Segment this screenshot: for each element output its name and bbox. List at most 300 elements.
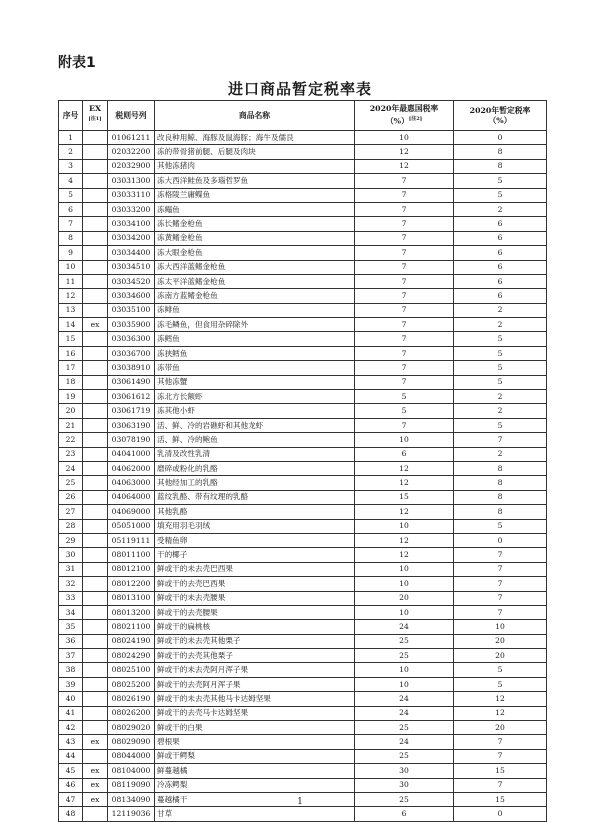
- cell-name: 冻格陵兰庸鲽鱼: [155, 188, 355, 202]
- cell-seq: 15: [59, 332, 83, 346]
- cell-code: 04069000: [108, 505, 155, 519]
- cell-seq: 24: [59, 461, 83, 475]
- cell-ex: [83, 533, 108, 547]
- cell-mfn-rate: 7: [355, 318, 454, 332]
- cell-ex: [83, 721, 108, 735]
- cell-code: 08025200: [108, 677, 155, 691]
- table-row: [59, 346, 547, 360]
- table-row: [59, 548, 547, 562]
- cell-mfn-rate: 12: [355, 548, 454, 562]
- cell-name: 干的椰子: [155, 548, 355, 562]
- cell-name: 其他冻蟹: [155, 375, 355, 389]
- cell-seq: 3: [59, 159, 83, 173]
- cell-interim-rate: 2: [454, 318, 547, 332]
- cell-code: 08012100: [108, 562, 155, 576]
- cell-interim-rate: 12: [454, 692, 547, 706]
- cell-ex: ex: [83, 735, 108, 749]
- cell-ex: [83, 605, 108, 619]
- cell-seq: 31: [59, 562, 83, 576]
- cell-mfn-rate: 7: [355, 231, 454, 245]
- cell-seq: 39: [59, 677, 83, 691]
- cell-interim-rate: 2: [454, 202, 547, 216]
- table-row: [59, 562, 547, 576]
- table-row: [59, 332, 547, 346]
- table-row: [59, 677, 547, 691]
- cell-code: 03033110: [108, 188, 155, 202]
- cell-name: 鲜或干鳄梨: [155, 749, 355, 763]
- cell-ex: [83, 433, 108, 447]
- cell-seq: 30: [59, 548, 83, 562]
- cell-interim-rate: 6: [454, 231, 547, 245]
- cell-mfn-rate: 7: [355, 188, 454, 202]
- table-row: [59, 505, 547, 519]
- cell-seq: 25: [59, 476, 83, 490]
- cell-code: 03078190: [108, 433, 155, 447]
- cell-name: 冻的带骨猪前腿、后腿及肉块: [155, 145, 355, 159]
- cell-seq: 44: [59, 749, 83, 763]
- cell-ex: [83, 188, 108, 202]
- cell-name: 冻大眼金枪鱼: [155, 246, 355, 260]
- cell-code: 12119036: [108, 807, 155, 821]
- cell-interim-rate: 7: [454, 591, 547, 605]
- cell-seq: 1: [59, 131, 83, 145]
- cell-seq: 40: [59, 692, 83, 706]
- header-code: 税则号列: [108, 101, 155, 131]
- cell-mfn-rate: 10: [355, 577, 454, 591]
- cell-ex: [83, 577, 108, 591]
- cell-interim-rate: 7: [454, 562, 547, 576]
- cell-ex: [83, 749, 108, 763]
- cell-interim-rate: 5: [454, 361, 547, 375]
- table-row: [59, 490, 547, 504]
- table-row: [59, 735, 547, 749]
- cell-code: 03061612: [108, 390, 155, 404]
- cell-name: 冻黄鳍金枪鱼: [155, 231, 355, 245]
- cell-seq: 17: [59, 361, 83, 375]
- cell-mfn-rate: 25: [355, 749, 454, 763]
- cell-mfn-rate: 10: [355, 605, 454, 619]
- cell-name: 冻北方长额虾: [155, 390, 355, 404]
- cell-interim-rate: 0: [454, 807, 547, 821]
- cell-code: 03035900: [108, 318, 155, 332]
- table-row: [59, 418, 547, 432]
- cell-ex: [83, 505, 108, 519]
- cell-name: 活、鲜、冷的岩礁虾和其他龙虾: [155, 418, 355, 432]
- cell-ex: [83, 634, 108, 648]
- cell-name: 鲜或干的去壳巴西果: [155, 577, 355, 591]
- cell-interim-rate: 8: [454, 159, 547, 173]
- cell-code: 03034600: [108, 289, 155, 303]
- cell-interim-rate: 6: [454, 274, 547, 288]
- cell-ex: [83, 404, 108, 418]
- cell-name: 鲜或干的去壳腰果: [155, 605, 355, 619]
- cell-interim-rate: 6: [454, 217, 547, 231]
- cell-name: 冻带鱼: [155, 361, 355, 375]
- cell-seq: 19: [59, 390, 83, 404]
- cell-ex: [83, 591, 108, 605]
- cell-name: 蓝纹乳酪、带有纹理的乳酪: [155, 490, 355, 504]
- cell-code: 03063190: [108, 418, 155, 432]
- cell-interim-rate: 5: [454, 663, 547, 677]
- cell-ex: [83, 461, 108, 475]
- cell-seq: 26: [59, 490, 83, 504]
- cell-code: 08021100: [108, 620, 155, 634]
- cell-seq: 43: [59, 735, 83, 749]
- cell-mfn-rate: 7: [355, 202, 454, 216]
- cell-seq: 32: [59, 577, 83, 591]
- cell-seq: 21: [59, 418, 83, 432]
- cell-mfn-rate: 30: [355, 778, 454, 792]
- table-row: [59, 188, 547, 202]
- cell-code: 03034510: [108, 260, 155, 274]
- cell-seq: 42: [59, 721, 83, 735]
- cell-interim-rate: 6: [454, 246, 547, 260]
- cell-mfn-rate: 7: [355, 346, 454, 360]
- cell-code: 08134090: [108, 792, 155, 806]
- table-row: [59, 260, 547, 274]
- cell-seq: 38: [59, 663, 83, 677]
- cell-seq: 2: [59, 145, 83, 159]
- cell-interim-rate: 7: [454, 577, 547, 591]
- header-mfn-rate: 2020年最惠国税率 （%）[注2]: [355, 101, 454, 131]
- cell-mfn-rate: 7: [355, 361, 454, 375]
- cell-name: 乳清及改性乳清: [155, 447, 355, 461]
- cell-name: 鲜或干的未去壳巴西果: [155, 562, 355, 576]
- header-ex: EX [注1]: [83, 101, 108, 131]
- cell-name: 其他经加工的乳酪: [155, 476, 355, 490]
- cell-mfn-rate: 24: [355, 620, 454, 634]
- cell-code: 03061490: [108, 375, 155, 389]
- table-row: [59, 764, 547, 778]
- cell-name: 鲜或干的去壳阿月浑子果: [155, 677, 355, 691]
- cell-mfn-rate: 10: [355, 433, 454, 447]
- table-row: [59, 663, 547, 677]
- cell-code: 03034400: [108, 246, 155, 260]
- table-row: [59, 303, 547, 317]
- cell-interim-rate: 15: [454, 792, 547, 806]
- cell-mfn-rate: 10: [355, 663, 454, 677]
- cell-code: 08011100: [108, 548, 155, 562]
- table-row: [59, 447, 547, 461]
- cell-name: 鲜或干的未去壳其他栗子: [155, 634, 355, 648]
- cell-ex: [83, 490, 108, 504]
- cell-interim-rate: 7: [454, 735, 547, 749]
- appendix-label: 附表1: [58, 55, 96, 71]
- cell-name: 冻南方蓝鳍金枪鱼: [155, 289, 355, 303]
- cell-interim-rate: 5: [454, 375, 547, 389]
- cell-name: 鲜或干的去壳马卡达姆坚果: [155, 706, 355, 720]
- cell-name: 鲜或干的扁桃核: [155, 620, 355, 634]
- cell-code: 03036700: [108, 346, 155, 360]
- cell-seq: 47: [59, 792, 83, 806]
- cell-interim-rate: 5: [454, 174, 547, 188]
- cell-seq: 28: [59, 519, 83, 533]
- cell-code: 05119111: [108, 533, 155, 547]
- cell-code: 08013100: [108, 591, 155, 605]
- header-seq: 序号: [59, 101, 83, 131]
- cell-ex: [83, 649, 108, 663]
- cell-name: 鲜或干的未去壳腰果: [155, 591, 355, 605]
- cell-seq: 35: [59, 620, 83, 634]
- cell-mfn-rate: 12: [355, 159, 454, 173]
- cell-code: 08044000: [108, 749, 155, 763]
- cell-seq: 18: [59, 375, 83, 389]
- table-row: [59, 246, 547, 260]
- cell-ex: [83, 677, 108, 691]
- cell-name: 冻大西洋鲑鱼及多瑙哲罗鱼: [155, 174, 355, 188]
- cell-mfn-rate: 30: [355, 764, 454, 778]
- cell-ex: [83, 692, 108, 706]
- table-row: [59, 778, 547, 792]
- cell-mfn-rate: 7: [355, 217, 454, 231]
- cell-code: 03034200: [108, 231, 155, 245]
- cell-interim-rate: 5: [454, 332, 547, 346]
- table-row: [59, 476, 547, 490]
- cell-code: 08024190: [108, 634, 155, 648]
- cell-ex: ex: [83, 764, 108, 778]
- table-row: [59, 404, 547, 418]
- table-row: [59, 433, 547, 447]
- cell-mfn-rate: 24: [355, 706, 454, 720]
- cell-ex: [83, 620, 108, 634]
- cell-mfn-rate: 10: [355, 519, 454, 533]
- header-ex-note: [注1]: [88, 116, 102, 123]
- page-title: 进口商品暂定税率表: [227, 80, 372, 98]
- cell-ex: [83, 361, 108, 375]
- cell-ex: [83, 663, 108, 677]
- cell-interim-rate: 7: [454, 433, 547, 447]
- table-header-row: [59, 101, 547, 131]
- cell-code: 03061719: [108, 404, 155, 418]
- cell-code: 08024290: [108, 649, 155, 663]
- cell-name: 冻狭鳕鱼: [155, 346, 355, 360]
- cell-mfn-rate: 24: [355, 692, 454, 706]
- cell-ex: [83, 303, 108, 317]
- page-number: 1: [297, 797, 303, 807]
- cell-seq: 34: [59, 605, 83, 619]
- table-row: [59, 807, 547, 821]
- cell-ex: [83, 548, 108, 562]
- cell-code: 03034520: [108, 274, 155, 288]
- cell-code: 04063000: [108, 476, 155, 490]
- cell-name: 冻太平洋蓝鳍金枪鱼: [155, 274, 355, 288]
- cell-name: 冻其他小虾: [155, 404, 355, 418]
- cell-mfn-rate: 7: [355, 303, 454, 317]
- cell-mfn-rate: 25: [355, 649, 454, 663]
- table-row: [59, 591, 547, 605]
- cell-ex: [83, 476, 108, 490]
- cell-code: 08104000: [108, 764, 155, 778]
- cell-name: 磨碎或粉化的乳酪: [155, 461, 355, 475]
- cell-interim-rate: 5: [454, 346, 547, 360]
- cell-seq: 29: [59, 533, 83, 547]
- cell-ex: ex: [83, 778, 108, 792]
- cell-interim-rate: 7: [454, 749, 547, 763]
- cell-name: 冻大西洋蓝鳍金枪鱼: [155, 260, 355, 274]
- cell-seq: 48: [59, 807, 83, 821]
- cell-ex: [83, 246, 108, 260]
- cell-name: 冻鳕鱼: [155, 332, 355, 346]
- cell-mfn-rate: 6: [355, 447, 454, 461]
- cell-ex: [83, 131, 108, 145]
- cell-code: 03036300: [108, 332, 155, 346]
- cell-ex: [83, 562, 108, 576]
- cell-name: 鲜蔓越橘: [155, 764, 355, 778]
- table-body: [59, 131, 547, 822]
- table-row: [59, 361, 547, 375]
- cell-mfn-rate: 24: [355, 735, 454, 749]
- cell-code: 04041000: [108, 447, 155, 461]
- cell-name: 蔓越橘干: [155, 792, 355, 806]
- cell-ex: [83, 447, 108, 461]
- cell-interim-rate: 20: [454, 649, 547, 663]
- cell-mfn-rate: 12: [355, 505, 454, 519]
- cell-code: 08012200: [108, 577, 155, 591]
- cell-seq: 14: [59, 318, 83, 332]
- cell-seq: 33: [59, 591, 83, 605]
- table-row: [59, 202, 547, 216]
- cell-mfn-rate: 12: [355, 145, 454, 159]
- cell-interim-rate: 8: [454, 145, 547, 159]
- cell-ex: [83, 418, 108, 432]
- cell-ex: [83, 202, 108, 216]
- cell-interim-rate: 20: [454, 721, 547, 735]
- cell-seq: 23: [59, 447, 83, 461]
- cell-name: 鲜或干的去壳其他栗子: [155, 649, 355, 663]
- cell-interim-rate: 2: [454, 390, 547, 404]
- cell-name: 其他冻猪肉: [155, 159, 355, 173]
- table-row: [59, 375, 547, 389]
- cell-interim-rate: 8: [454, 461, 547, 475]
- cell-ex: ex: [83, 792, 108, 806]
- header-mfn-note: [注2]: [408, 116, 423, 123]
- table-row: [59, 706, 547, 720]
- cell-ex: [83, 217, 108, 231]
- cell-seq: 41: [59, 706, 83, 720]
- cell-interim-rate: 0: [454, 131, 547, 145]
- table-row: [59, 289, 547, 303]
- cell-seq: 7: [59, 217, 83, 231]
- cell-seq: 20: [59, 404, 83, 418]
- table-row: [59, 692, 547, 706]
- cell-interim-rate: 6: [454, 260, 547, 274]
- cell-ex: [83, 519, 108, 533]
- table-row: [59, 217, 547, 231]
- table-row: [59, 131, 547, 145]
- cell-ex: [83, 274, 108, 288]
- cell-mfn-rate: 5: [355, 390, 454, 404]
- cell-seq: 13: [59, 303, 83, 317]
- cell-mfn-rate: 20: [355, 591, 454, 605]
- tariff-table: [58, 100, 547, 822]
- table-row: [59, 145, 547, 159]
- cell-code: 05051000: [108, 519, 155, 533]
- cell-seq: 37: [59, 649, 83, 663]
- cell-ex: [83, 174, 108, 188]
- cell-ex: [83, 289, 108, 303]
- cell-interim-rate: 6: [454, 289, 547, 303]
- cell-code: 01061211: [108, 131, 155, 145]
- cell-ex: [83, 159, 108, 173]
- cell-ex: [83, 346, 108, 360]
- cell-name: 冷冻鳄梨: [155, 778, 355, 792]
- table-row: [59, 620, 547, 634]
- cell-mfn-rate: 5: [355, 404, 454, 418]
- cell-seq: 4: [59, 174, 83, 188]
- cell-seq: 8: [59, 231, 83, 245]
- cell-mfn-rate: 10: [355, 131, 454, 145]
- cell-name: 改良种用鲸、海豚及鼠海豚；海牛及儒艮: [155, 131, 355, 145]
- cell-code: 03034100: [108, 217, 155, 231]
- cell-ex: [83, 231, 108, 245]
- cell-code: 08119090: [108, 778, 155, 792]
- cell-code: 04064000: [108, 490, 155, 504]
- cell-interim-rate: 7: [454, 605, 547, 619]
- cell-mfn-rate: 10: [355, 677, 454, 691]
- cell-code: 02032200: [108, 145, 155, 159]
- cell-ex: [83, 145, 108, 159]
- cell-mfn-rate: 6: [355, 807, 454, 821]
- table-row: [59, 721, 547, 735]
- cell-seq: 45: [59, 764, 83, 778]
- cell-ex: [83, 807, 108, 821]
- cell-interim-rate: 7: [454, 778, 547, 792]
- cell-interim-rate: 15: [454, 764, 547, 778]
- cell-mfn-rate: 25: [355, 721, 454, 735]
- cell-name: 活、鲜、冷的鲍鱼: [155, 433, 355, 447]
- cell-mfn-rate: 12: [355, 533, 454, 547]
- cell-interim-rate: 8: [454, 505, 547, 519]
- cell-name: 甘草: [155, 807, 355, 821]
- cell-interim-rate: 0: [454, 533, 547, 547]
- cell-interim-rate: 5: [454, 519, 547, 533]
- cell-interim-rate: 8: [454, 490, 547, 504]
- cell-code: 08025100: [108, 663, 155, 677]
- table-row: [59, 533, 547, 547]
- cell-seq: 27: [59, 505, 83, 519]
- cell-seq: 46: [59, 778, 83, 792]
- cell-name: 冻长鳍金枪鱼: [155, 217, 355, 231]
- cell-code: 03031300: [108, 174, 155, 188]
- cell-seq: 6: [59, 202, 83, 216]
- cell-name: 冻鳎鱼: [155, 202, 355, 216]
- cell-seq: 36: [59, 634, 83, 648]
- cell-name: 受精鱼卵: [155, 533, 355, 547]
- cell-name: 鲜或干的未去壳其他马卡达姆坚果: [155, 692, 355, 706]
- cell-mfn-rate: 7: [355, 174, 454, 188]
- cell-interim-rate: 2: [454, 404, 547, 418]
- cell-mfn-rate: 7: [355, 274, 454, 288]
- cell-code: 08013200: [108, 605, 155, 619]
- header-interim-rate: 2020年暂定税率 （%）: [454, 101, 547, 131]
- cell-seq: 9: [59, 246, 83, 260]
- table-row: [59, 390, 547, 404]
- header-name: 商品名称: [155, 101, 355, 131]
- cell-ex: ex: [83, 318, 108, 332]
- cell-ex: [83, 390, 108, 404]
- cell-seq: 12: [59, 289, 83, 303]
- cell-name: 冻毛鳞鱼，但食用杂碎除外: [155, 318, 355, 332]
- cell-name: 冻鲱鱼: [155, 303, 355, 317]
- cell-interim-rate: 10: [454, 620, 547, 634]
- cell-mfn-rate: 7: [355, 375, 454, 389]
- cell-mfn-rate: 12: [355, 476, 454, 490]
- cell-code: 03035100: [108, 303, 155, 317]
- table-row: [59, 577, 547, 591]
- cell-name: 其他乳酪: [155, 505, 355, 519]
- table-row: [59, 605, 547, 619]
- table-row: [59, 174, 547, 188]
